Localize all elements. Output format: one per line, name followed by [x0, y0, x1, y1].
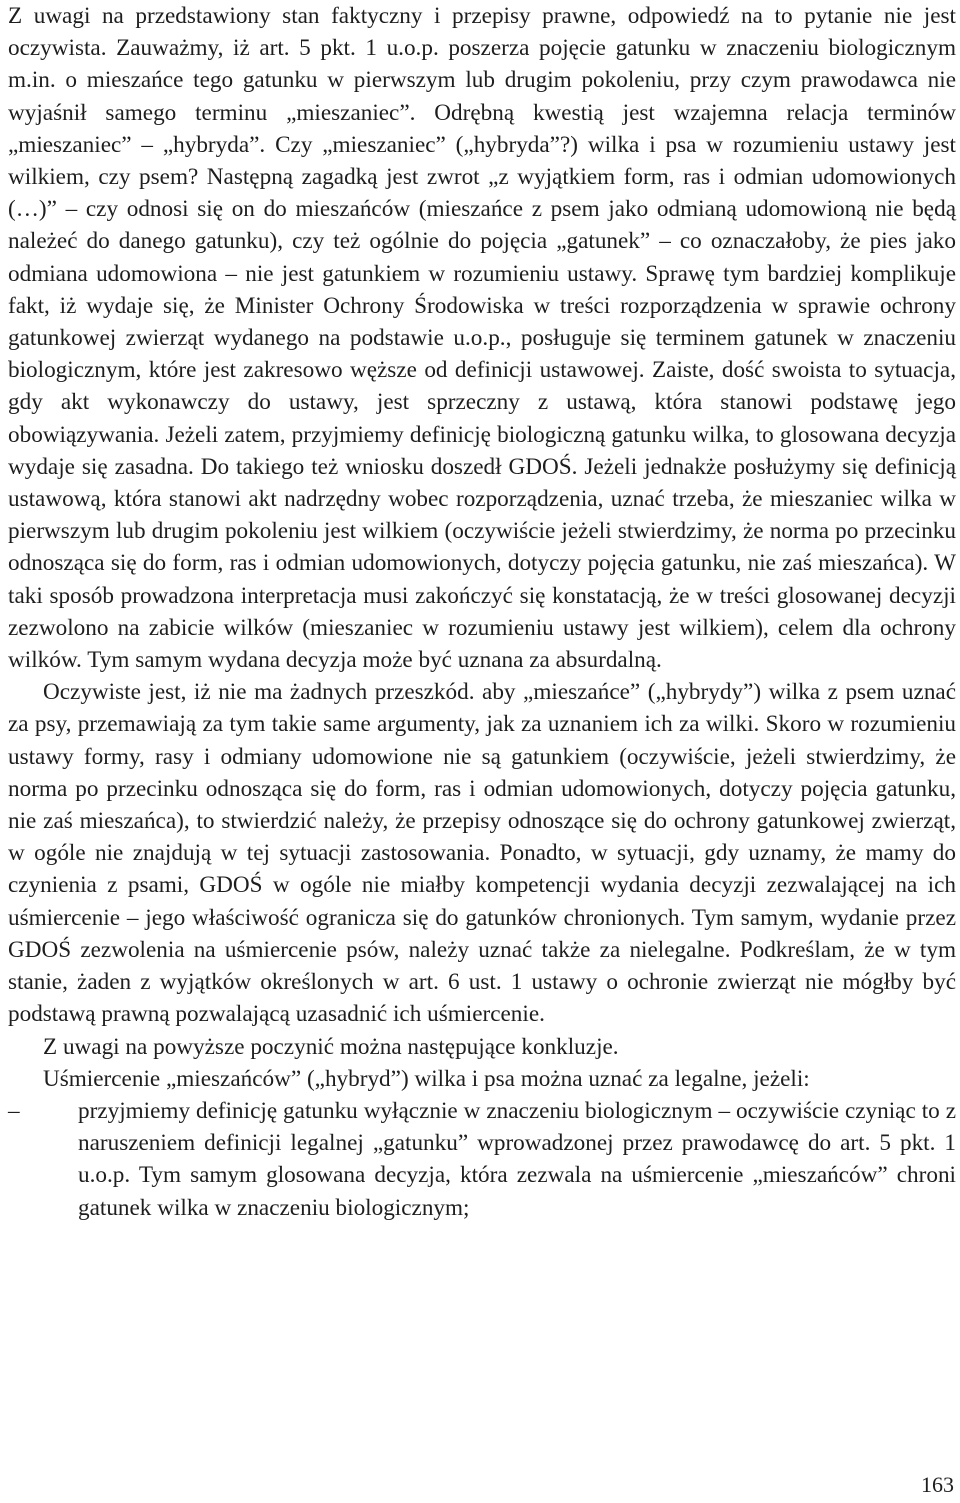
paragraph-legal-analysis: Z uwagi na przedstawiony stan faktyczny i przepisy prawne, odpowiedź na to pytanie nie jest oczywista. Zauważmy, iż art. 5 pkt. 1 u.o.p. poszerza pojęcie gatunku w znaczeniu biologicznym m.in. o mieszańce tego gatunku w pierwszym lub drugim pokoleniu, przy czym prawodawca nie wyjaśnił samego terminu „mieszaniec”. Odrębną kwestią jest wzajemna relacja terminów „mieszaniec” – „hybryda”. Czy „mieszaniec” („hybryda”?) wilka i psa w rozumieniu ustawy jest wilkiem, czy psem? Następną zagadką jest zwrot „z wyjątkiem form, ras i odmian udomowionych (…)” – czy odnosi się on do mieszańców (mieszańce z psem jako odmianą udomowioną nie będą należeć do danego gatunku), czy też ogólnie do pojęcia „gatunek” – co oznaczałoby, że pies jako odmiana udomowiona – nie jest gatunkiem w rozumieniu ustawy. Sprawę tym bardziej komplikuje fakt, iż wydaje się, że Minister Ochrony Środowiska w treści rozporządzenia w sprawie ochrony gatunkowej zwierząt wydanego na podstawie u.o.p., posługuje się terminem gatunek w znaczeniu biologicznym, które jest zakresowo węższe od definicji ustawowej. Zaiste, dość swoista to sytuacja, gdy akt wykonawczy do ustawy, jest sprzeczny z ustawą, która stanowi podstawę jego obowiązywania. Jeżeli zatem, przyjmiemy definicję biologiczną gatunku wilka, to glosowana decyzja wydaje się zasadna. Do takiego też wniosku doszedł GDOŚ. Jeżeli jednakże posłużymy się definicją ustawową, która stanowi akt nadrzędny wobec rozporządzenia, uznać trzeba, że mieszaniec wilka w pierwszym lub drugim pokoleniu jest wilkiem (oczywiście jeżeli stwierdzimy, że norma po przecinku odnosząca się do form, ras i odmian udomowionych, dotyczy pojęcia gatunku, nie zaś mieszańca). W taki sposób prowadzona interpretacja musi zakończyć się konstatacją, że w treści glosowanej decyzji zezwolono na zabicie wilków (mieszaniec w rozumieniu ustawy jest wilkiem), celem dla ochrony wilków. Tym samym wydana decyzja może być uznana za absurdalną.	[8, 3, 956, 674]
paragraph-legality-condition: Uśmiercenie „mieszańców” („hybryd”) wilka i psa można uznać za legalne, jeżeli:	[43, 1065, 810, 1092]
document-page	[8, 0, 956, 1224]
paragraph-conclusions-intro: Z uwagi na powyższe poczynić można następujące konkluzje.	[43, 1033, 619, 1060]
dash-bullet: –	[8, 1097, 20, 1124]
list-item	[8, 1095, 956, 1224]
list-item-text: przyjmiemy definicję gatunku wyłącznie w znaczeniu biologicznym – oczywiście czyniąc to z naruszeniem definicji legalnej „gatunku” wprowadzonej przez prawodawcę do art. 5 pkt. 1 u.o.p. Tym samym glosowana decyzja, która zezwala na uśmiercenie „mieszańców” chroni gatunek wilka w znaczeniu biologicznym;	[78, 1097, 956, 1221]
page-number: 163	[921, 1472, 954, 1497]
conclusions-list	[8, 1095, 956, 1224]
paragraph-dogs-argument: Oczywiste jest, iż nie ma żadnych przeszkód. aby „mieszańce” („hybrydy”) wilka z psem uznać za psy, przemawiają za tym takie same argumenty, jak za uznaniem ich za wilki. Skoro w rozumieniu ustawy formy, rasy i odmiany udomowione nie są gatunkiem (oczywiście, jeżeli stwierdzimy, że norma po przecinku odnosząca się do form, ras i odmian udomowionych, dotyczy pojęcia gatunku, nie zaś mieszańca), to stwierdzić należy, że przepisy odnoszące się do ochrony gatunkowej zwierząt, w ogóle nie znajdują w tej sytuacji zastosowania. Ponadto, w sytuacji, gdy uznamy, że mamy do czynienia z psami, GDOŚ w ogóle nie miałby kompetencji wydania decyzji zezwalającej na ich uśmiercenie – jego właściwość ogranicza się do gatunków chronionych. Tym samym, wydanie przez GDOŚ zezwolenia na uśmiercenie psów, należy uznać także za nielegalne. Podkreślam, że w tym stanie, żaden z wyjątków określonych w art. 6 ust. 1 ustawy o ochronie zwierząt nie mógłby być podstawą prawną pozwalającą uzasadnić ich uśmiercenie.	[8, 679, 956, 1028]
